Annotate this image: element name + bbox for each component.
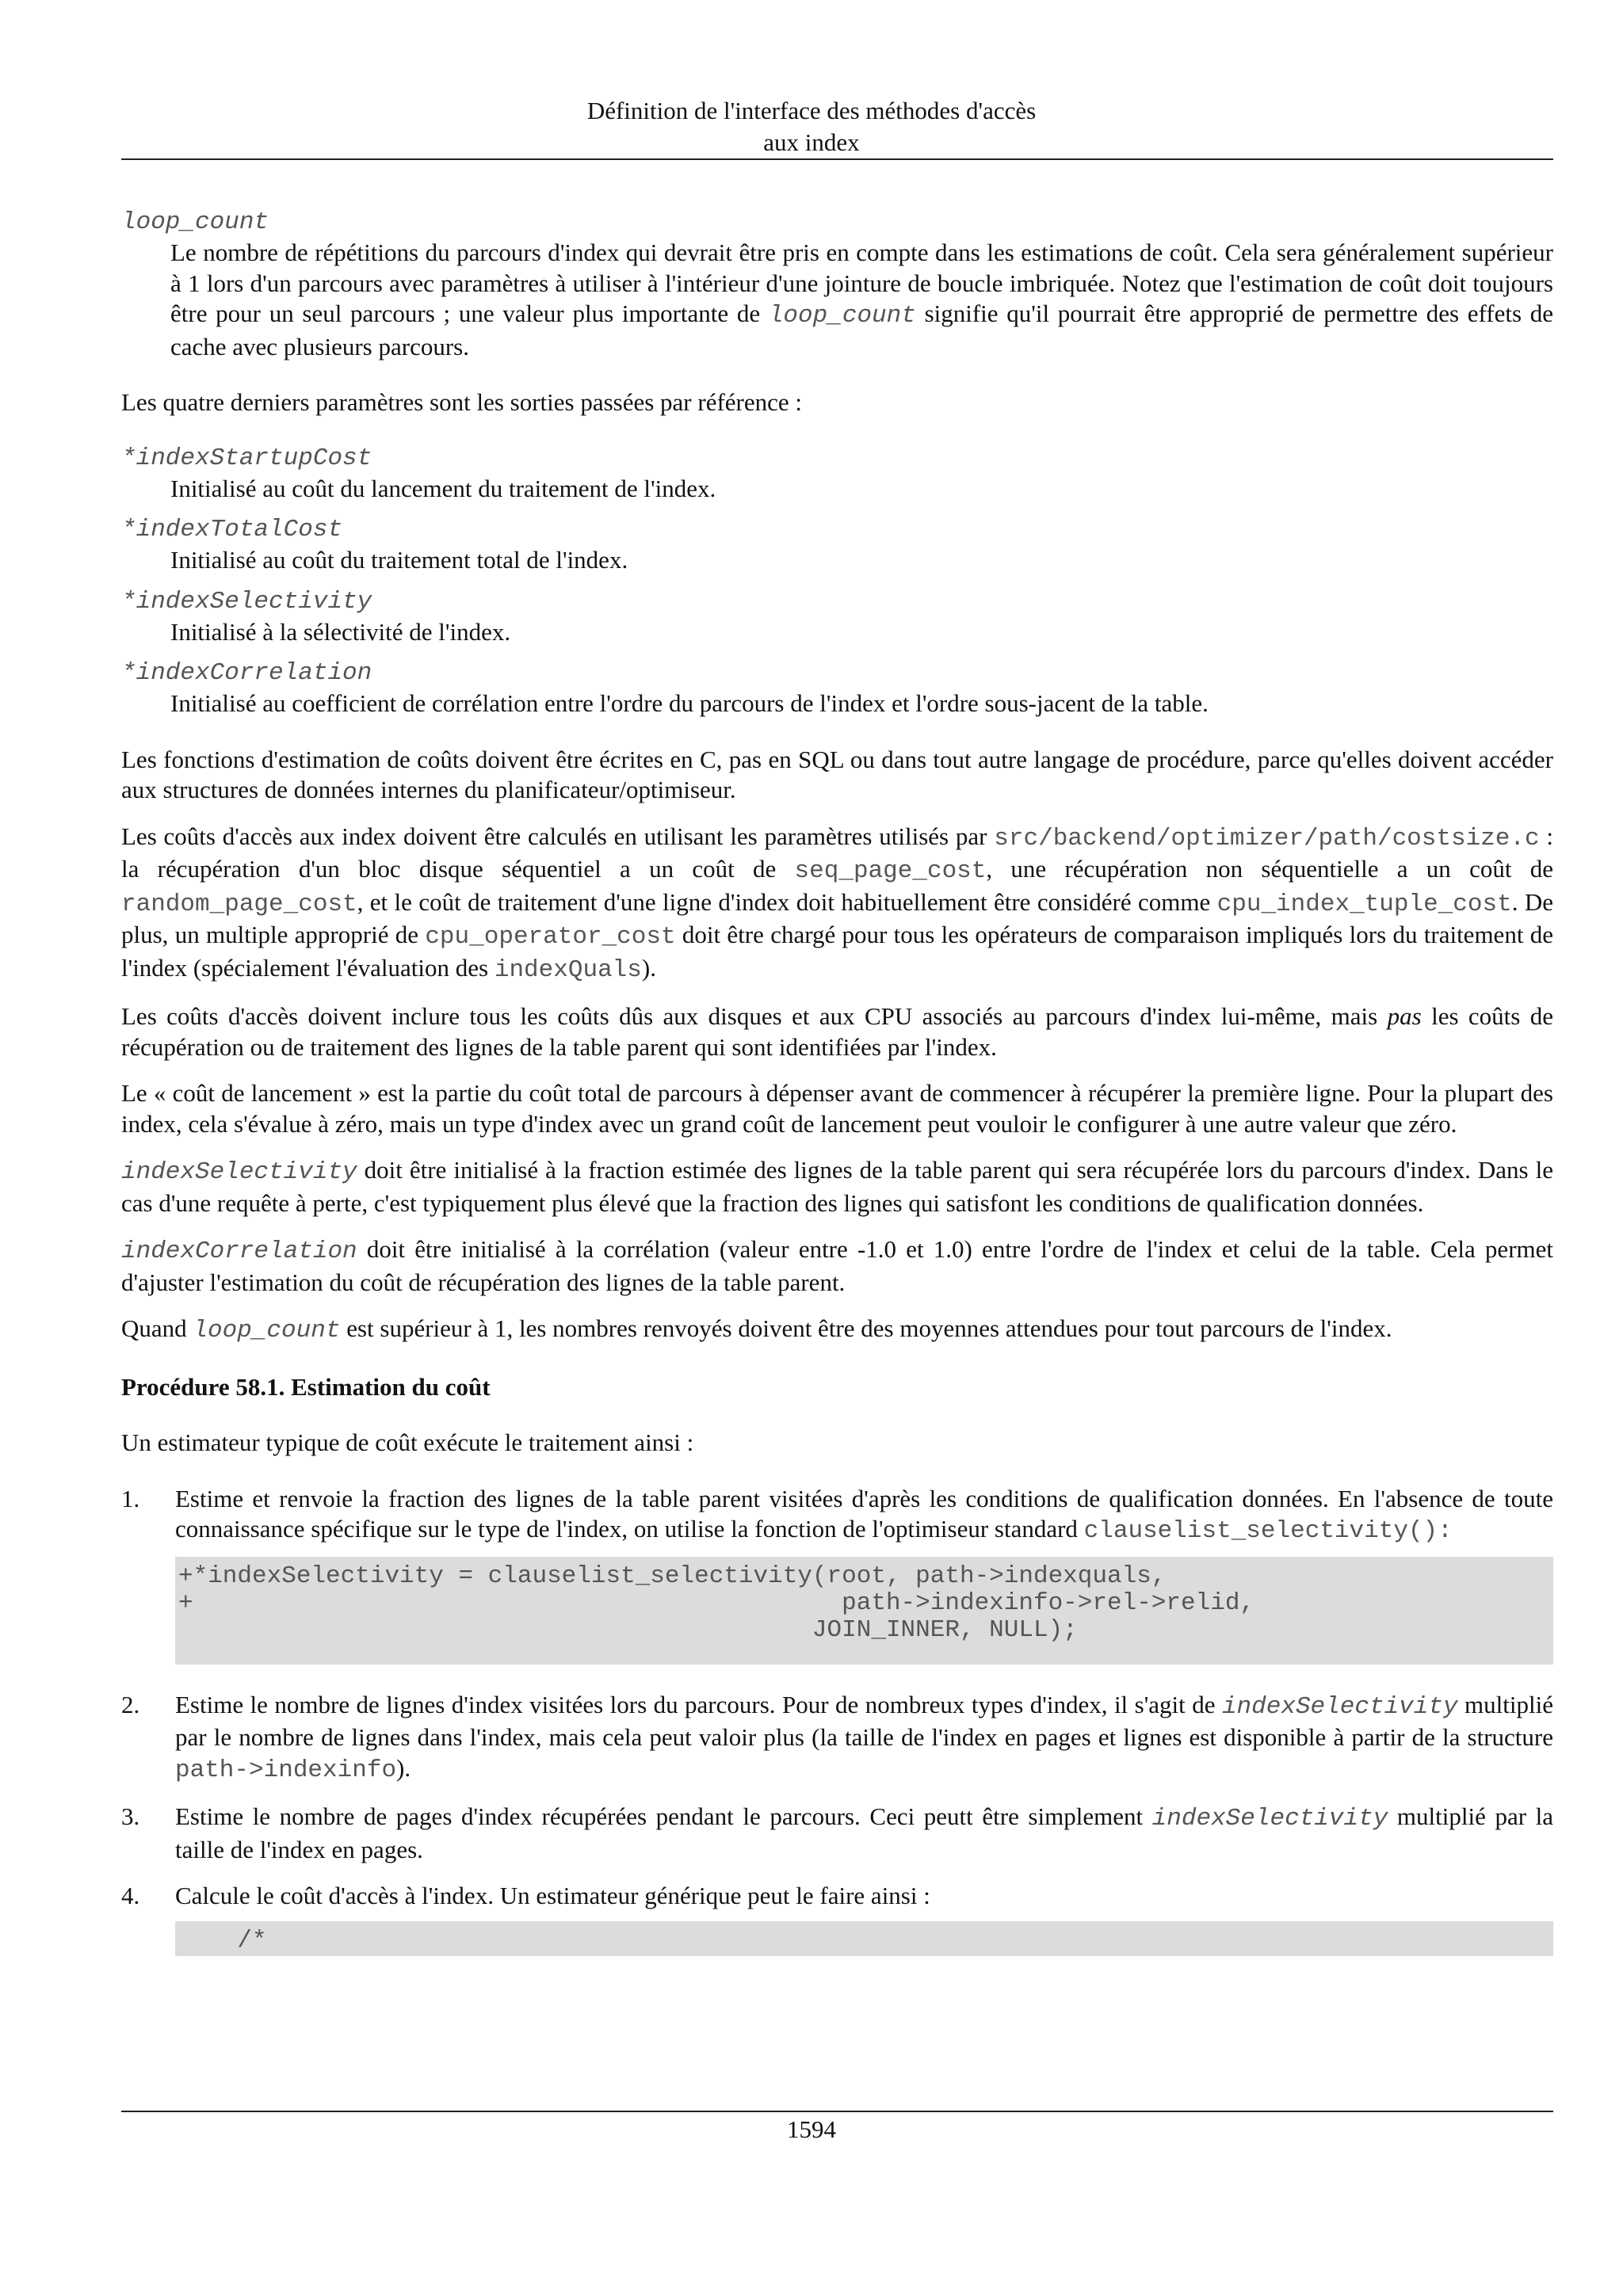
para-include-costs <box>121 1001 1553 1062</box>
code-block: /* <box>175 1921 1553 1956</box>
term-index-startup-cost: *indexStartupCost <box>121 444 372 472</box>
inline-code: indexCorrelation <box>121 1238 357 1265</box>
page-number: 1594 <box>787 2115 836 2143</box>
text: Quand <box>121 1314 193 1342</box>
main-content <box>121 208 1553 1956</box>
inline-code: indexSelectivity <box>1221 1692 1458 1721</box>
para-access-costs <box>121 822 1553 986</box>
desc-text: Le nombre de répétitions du parcours d'index qui devrait être pris en compte dans les estimations de coût. Cela sera généralement supérieur à 1 lors d'un parcours avec paramètres à utiliser à l'intérieur d'une jointure de boucle imbriquée. Notez que l'estimation de coût doit toujours être pour un seul parcours ; une valeur plus importante de <box>170 238 1553 327</box>
footer-rule <box>121 2111 1553 2112</box>
text: ). <box>396 1753 411 1782</box>
text: doit être chargé pour tous les opérateurs de comparaison impliqués lors du traitement de l'index (spécialement l'évaluation des <box>121 921 1553 982</box>
inline-code: path->indexinfo <box>175 1756 397 1784</box>
procedure-step-1 <box>121 1484 1553 1665</box>
desc-index-selectivity: Initialisé à la sélectivité de l'index. <box>170 617 511 646</box>
text: . De plus, un multiple approprié de <box>121 887 1553 948</box>
text: Les coûts d'accès aux index doivent être calculés en utilisant les paramètres utilisés par <box>121 822 995 850</box>
text: Estime le nombre de pages d'index récupérées pendant le parcours. Ceci peutt être simplement <box>175 1802 1152 1830</box>
inline-code: seq_page_cost <box>794 857 987 885</box>
text: Les coûts d'accès doivent inclure tous les coûts dûs aux disques et aux CPU associés au parcours d'index lui-même, mais <box>121 1002 1388 1030</box>
desc-index-startup-cost: Initialisé au coût du lancement du traitement de l'index. <box>170 474 716 502</box>
text: , et le coût de traitement d'une ligne d'index doit habituellement être considéré comme <box>357 887 1217 916</box>
header-line-2: aux index <box>763 128 860 156</box>
header-line-1: Définition de l'interface des méthodes d'accès <box>586 97 1037 124</box>
desc-index-correlation: Initialisé au coefficient de corrélation entre l'ordre du parcours de l'index et l'ordre sous-jacent de la table. <box>170 689 1209 717</box>
para-startup-cost: Le « coût de lancement » est la partie du coût total de parcours à dépenser avant de commencer à récupérer la première ligne. Pour la plupart des index, cela s'évalue à zéro, mais un type d'index avec un grand coût de lancement peut vouloir le configurer à une autre valeur que zéro. <box>121 1079 1553 1138</box>
para-c-language: Les fonctions d'estimation de coûts doivent être écrites en C, pas en SQL ou dans tout autre langage de procédure, parce qu'elles doivent accéder aux structures de données internes du planificateur/optimiseur. <box>121 745 1553 803</box>
text: Estime et renvoie la fraction des lignes de la table parent visitées d'après les conditions de qualification données. En l'absence de toute connaissance spécifique sur le type de l'index, on utilise la fonction de l'optimiseur standard <box>175 1484 1553 1543</box>
text: : la récupération d'un bloc disque séquentiel a un coût de <box>121 822 1553 883</box>
step-text: Calcule le coût d'accès à l'index. Un estimateur générique peut le faire ainsi : <box>175 1882 930 1909</box>
term-index-selectivity: *indexSelectivity <box>121 587 372 616</box>
step-text <box>175 1690 1553 1787</box>
output-correlation <box>121 658 1553 719</box>
inline-code: clauselist_selectivity(): <box>1083 1517 1453 1545</box>
procedure-step-2 <box>121 1690 1553 1787</box>
text: doit être initialisé à la corrélation (valeur entre -1.0 et 1.0) entre l'ordre de l'index et celui de la table. Cela permet d'ajuster l'estimation du coût de récupération des lignes de la table parent. <box>121 1235 1553 1296</box>
term-index-total-cost: *indexTotalCost <box>121 516 343 543</box>
inline-code: indexQuals <box>494 955 642 984</box>
text: Estime le nombre de lignes d'index visitées lors du parcours. Pour de nombreux types d'index, il s'agit de <box>175 1690 1222 1718</box>
text: doit être initialisé à la fraction estimée des lignes de la table parent qui sera récupérée lors du parcours d'index. Dans le cas d'une requête à perte, c'est typiquement plus élevé que la fraction des lignes qui satisfont les conditions de qualification données. <box>121 1156 1553 1217</box>
text: , une récupération non séquentielle a un coût de <box>986 855 1553 883</box>
inline-code: loop_count <box>193 1317 341 1344</box>
inline-code: random_page_cost <box>121 890 357 918</box>
text: les coûts de récupération ou de traitement des lignes de la table parent qui sont identifiées par l'index. <box>121 1002 1553 1061</box>
output-startup-cost <box>121 444 1553 505</box>
step-number: 2. <box>121 1690 140 1718</box>
desc-loop-count <box>170 238 1553 362</box>
inline-code: src/backend/optimizer/path/costsize.c <box>994 824 1540 852</box>
param-loop-count <box>121 208 1553 362</box>
step-number: 4. <box>121 1882 140 1909</box>
procedure-step-3 <box>121 1802 1553 1865</box>
desc-index-total-cost: Initialisé au coût du traitement total de l'index. <box>170 546 628 574</box>
procedure-intro: Un estimateur typique de coût exécute le traitement ainsi : <box>121 1428 694 1456</box>
desc-text: signifie qu'il pourrait être approprié de permettre des effets de cache avec plusieurs parcours. <box>170 299 1554 360</box>
emphasis: pas <box>1387 1002 1422 1030</box>
outputs-intro: Les quatre derniers paramètres sont les sorties passées par référence : <box>121 388 803 416</box>
inline-code: cpu_index_tuple_cost <box>1216 890 1512 918</box>
para-correlation <box>121 1234 1553 1298</box>
step-text <box>175 1802 1553 1865</box>
step-text <box>175 1484 1553 1547</box>
text: multiplié par le nombre de lignes dans l'index, mais cela peut valoir plus (la taille de l'index en pages et lignes est disponible à partir de la structure <box>175 1690 1553 1751</box>
inline-code: indexSelectivity <box>1151 1805 1388 1833</box>
para-loop-count <box>121 1314 1553 1347</box>
para-selectivity <box>121 1155 1553 1219</box>
term-loop-count: loop_count <box>121 208 269 236</box>
header-rule <box>121 158 1553 160</box>
output-total-cost <box>121 515 1553 576</box>
text: ). <box>641 953 656 982</box>
term-index-correlation: *indexCorrelation <box>121 659 372 687</box>
text: est supérieur à 1, les nombres renvoyés doivent être des moyennes attendues pour tout parcours de l'index. <box>340 1314 1392 1342</box>
inline-code: loop_count <box>768 302 916 330</box>
output-selectivity <box>121 587 1553 648</box>
inline-code: indexSelectivity <box>121 1158 357 1186</box>
running-header <box>0 95 1623 158</box>
procedure-title: Procédure 58.1. Estimation du coût <box>121 1372 491 1401</box>
text: multiplié par la taille de l'index en pages. <box>175 1802 1553 1863</box>
step-number: 1. <box>121 1484 140 1512</box>
inline-code: cpu_operator_cost <box>425 923 676 951</box>
code-block: +*indexSelectivity = clauselist_selectivity(root, path->indexquals, + path->indexinfo->rel->relid, JOIN_INNER, NULL); <box>175 1557 1553 1665</box>
procedure-step-4 <box>121 1881 1553 1956</box>
step-number: 3. <box>121 1802 140 1830</box>
